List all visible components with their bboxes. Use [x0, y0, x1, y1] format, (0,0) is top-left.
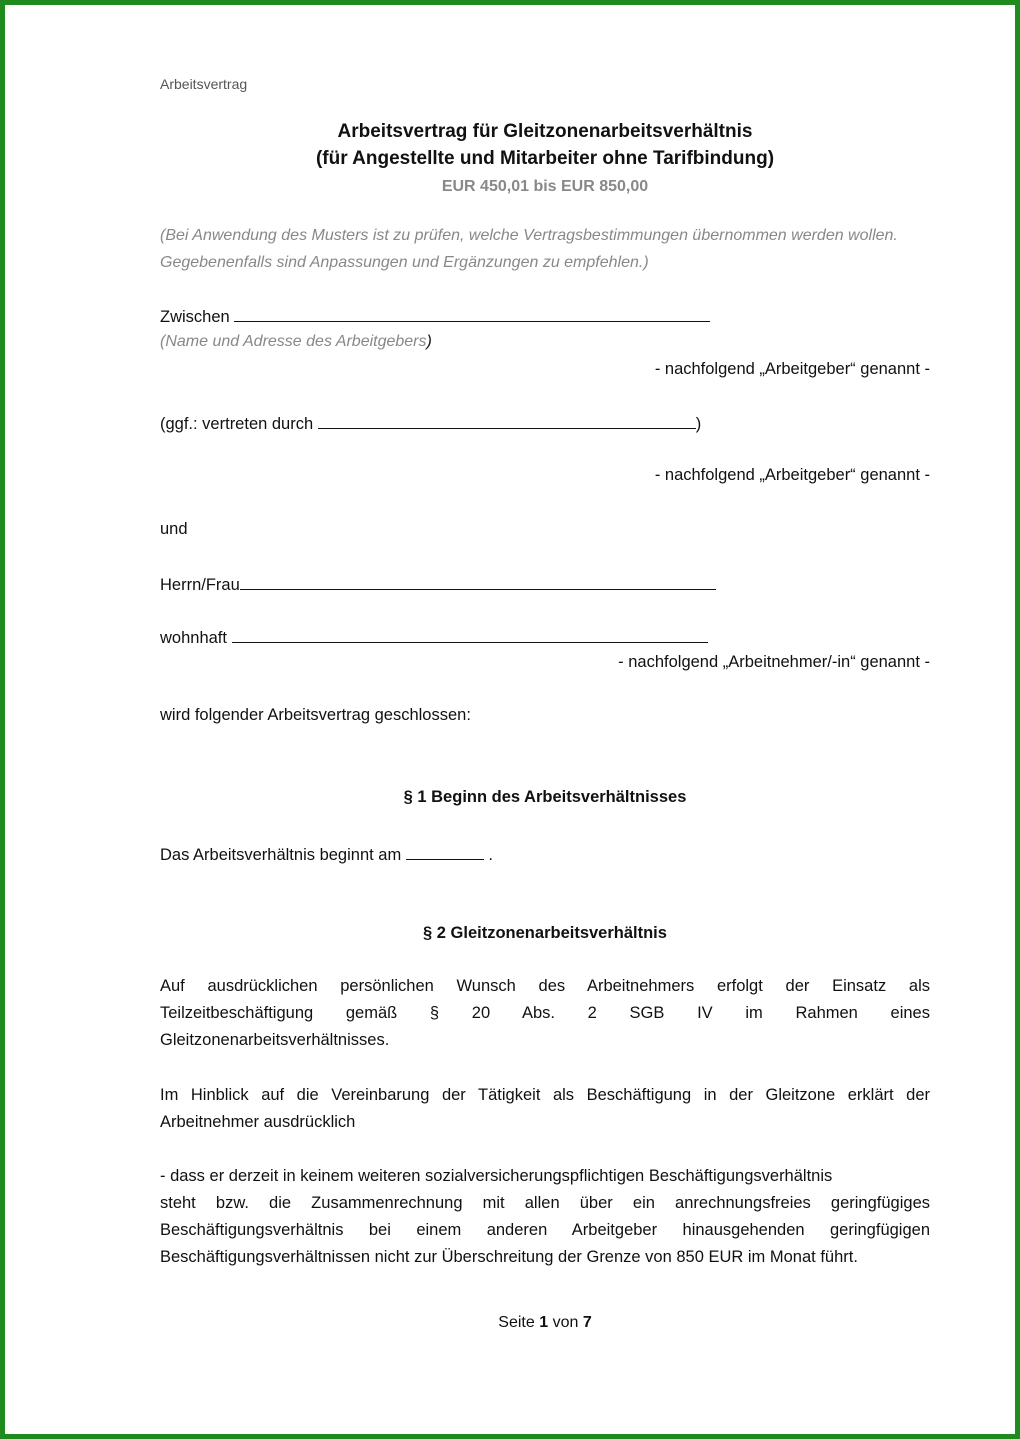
represented-close: )	[695, 415, 702, 433]
section2-para1-line2: Teilzeitbeschäftigung gemäß § 20 Abs. 2 SGB IV im Rahmen eines	[160, 1004, 930, 1022]
section2-para1-line3: Gleitzonenarbeitsverhältnisses.	[160, 1031, 390, 1049]
document-title-line2: (für Angestellte und Mitarbeiter ohne Tarifbindung)	[315, 148, 775, 169]
represented-blank[interactable]	[318, 412, 696, 429]
section1-text	[160, 843, 493, 865]
start-date-blank[interactable]	[406, 843, 484, 860]
employer-hint-text: (Name und Adresse des Arbeitgebers	[160, 333, 427, 350]
and-label: und	[160, 520, 188, 538]
employer-name-blank[interactable]	[234, 305, 710, 322]
resident-blank[interactable]	[232, 626, 708, 643]
document-header: Arbeitsvertrag	[160, 76, 248, 92]
section2-para3-line2: steht bzw. die Zusammenrechnung mit allen über ein anrechnungsfreies geringfügiges	[160, 1194, 930, 1212]
employer-hint	[160, 333, 432, 351]
employer-hint-close: )	[426, 333, 432, 350]
document-title-line1: Arbeitsvertrag für Gleitzonenarbeitsverhältnis	[337, 121, 753, 142]
employer-line	[160, 305, 710, 327]
mr-mrs-label: Herrn/Frau	[160, 576, 240, 594]
page-total: 7	[582, 1314, 592, 1331]
section2-para3-line4: Beschäftigungsverhältnissen nicht zur Überschreitung der Grenze von 850 EUR im Monat führt.	[160, 1248, 858, 1266]
start-date-period: .	[488, 846, 493, 864]
section2-para3-line3: Beschäftigungsverhältnis bei einem anderen Arbeitgeber hinausgehenden geringfügigen	[160, 1221, 930, 1239]
employee-line	[160, 573, 716, 595]
section2-para1-line1: Auf ausdrücklichen persönlichen Wunsch des Arbeitnehmers erfolgt der Einsatz als	[160, 977, 930, 995]
section2-para2-line1: Im Hinblick auf die Vereinbarung der Tätigkeit als Beschäftigung in der Gleitzone erklärt der	[160, 1086, 930, 1104]
page-current: 1	[539, 1314, 549, 1331]
page-prefix: Seite	[498, 1314, 535, 1331]
resident-label: wohnhaft	[160, 629, 227, 647]
employee-called: - nachfolgend „Arbeitnehmer/-in“ genannt -	[618, 653, 930, 671]
employee-name-blank[interactable]	[240, 573, 716, 590]
employer-called-2: - nachfolgend „Arbeitgeber“ genannt -	[654, 466, 930, 484]
zwischen-label: Zwischen	[160, 308, 230, 326]
section1-heading: § 1 Beginn des Arbeitsverhältnisses	[403, 788, 687, 806]
represented-line	[160, 412, 701, 434]
page-middle: von	[552, 1314, 579, 1331]
resident-line	[160, 626, 708, 648]
section2-para3-line1: - dass er derzeit in keinem weiteren sozialversicherungspflichtigen Beschäftigungsverhältnis	[160, 1167, 833, 1185]
page-number	[160, 1314, 930, 1332]
usage-note: (Bei Anwendung des Musters ist zu prüfen, welche Vertragsbestimmungen übernommen werden wollen. Gegebenenfalls sind Anpassungen und Ergänzungen zu empfehlen.)	[160, 227, 898, 271]
section2-heading: § 2 Gleitzonenarbeitsverhältnis	[423, 924, 667, 942]
represented-label: (ggf.: vertreten durch	[160, 415, 314, 433]
section2-para2-line2: Arbeitnehmer ausdrücklich	[160, 1113, 356, 1131]
document-subtitle: EUR 450,01 bis EUR 850,00	[441, 178, 649, 195]
start-date-label: Das Arbeitsverhältnis beginnt am	[160, 846, 402, 864]
employer-called-1: - nachfolgend „Arbeitgeber“ genannt -	[654, 360, 930, 378]
contract-concluded: wird folgender Arbeitsvertrag geschlossen:	[160, 706, 471, 724]
